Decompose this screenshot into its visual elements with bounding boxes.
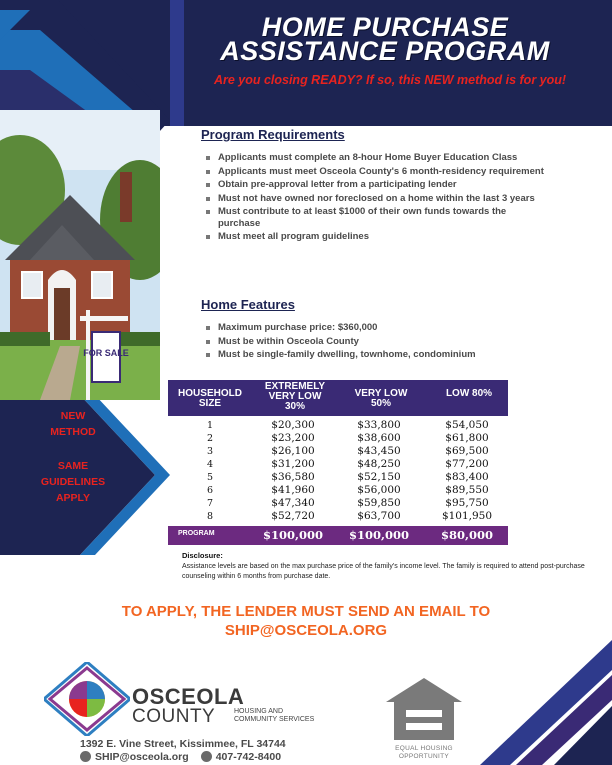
tagline: Are you closing READY? If so, this NEW method is for you! [213, 73, 567, 87]
eho-line2: OPPORTUNITY [398, 752, 450, 760]
callout-line1: NEW [60, 410, 86, 422]
page-title-line2: ASSISTANCE PROGRAM [220, 36, 550, 66]
cell-vlow: $43,450 [357, 445, 401, 457]
cell-vlow: $59,850 [357, 497, 401, 509]
col-extremely-low: EXTREMELY VERY LOW 30% [264, 381, 326, 412]
requirements-list [206, 152, 551, 245]
cell-size: 1 [206, 420, 214, 431]
apply-email[interactable]: SHIP@OSCEOLA.ORG [224, 622, 388, 639]
corner-stripes [470, 620, 612, 765]
features-list [206, 322, 551, 363]
contact-phone[interactable]: 407-742-8400 [215, 751, 282, 763]
cell-low: $54,050 [445, 419, 489, 431]
income-table [168, 419, 508, 523]
cell-size: 7 [206, 498, 214, 509]
col-very-low: VERY LOW 50% [354, 388, 408, 409]
apply-line1: TO APPLY, THE LENDER MUST SEND AN EMAIL TO [121, 603, 491, 620]
cell-low: $61,800 [445, 432, 489, 444]
cell-low: $69,500 [445, 445, 489, 457]
table-header [168, 380, 508, 416]
col-household: HOUSEHOLD SIZE [178, 388, 242, 409]
list-item: Applicants must meet Osceola County's 6 month-residency requirement [206, 166, 551, 178]
table-row [168, 471, 508, 484]
contact-line [80, 751, 281, 763]
cell-low: $83,400 [445, 471, 489, 483]
cell-ext: $23,200 [271, 432, 315, 444]
list-item: Must meet all program guidelines [206, 231, 551, 243]
cell-low: $101,950 [441, 510, 493, 522]
osceola-logo-icon [44, 662, 130, 736]
table-row [168, 432, 508, 445]
list-item: Must be single-family dwelling, townhome, condominium [206, 349, 551, 361]
list-item: Must contribute to at least $1000 of their own funds towards the purchase [206, 206, 551, 229]
cell-ext: $20,300 [271, 419, 315, 431]
cell-ext: $31,200 [271, 458, 315, 470]
cell-ext: $26,100 [271, 445, 315, 457]
table-row [168, 419, 508, 432]
cell-size: 4 [206, 459, 214, 470]
equal-housing-icon [384, 676, 464, 742]
disclosure-body: Assistance levels are based on the max purchase price of the family's income level. The family is required to attend post-purchase counseling within 6 months from purchase date. [182, 563, 585, 580]
list-item: Must not have owned nor foreclosed on a home within the last 3 years [206, 193, 551, 205]
cell-ext: $52,720 [271, 510, 315, 522]
phone-icon [201, 751, 212, 762]
cell-low: $95,750 [445, 497, 489, 509]
col-low: LOW 80% [445, 388, 493, 399]
cell-vlow: $63,700 [357, 510, 401, 522]
cell-vlow: $38,600 [357, 432, 401, 444]
callout-line4: GUIDELINES [40, 476, 106, 488]
contact-email[interactable]: SHIP@osceola.org [95, 751, 189, 763]
page-title-line1: HOME PURCHASE [261, 12, 509, 42]
requirements-heading: Program Requirements [201, 127, 345, 142]
program-low: $80,000 [440, 528, 493, 542]
logo-name: OSCEOLA [132, 684, 245, 709]
cell-vlow: $48,250 [357, 458, 401, 470]
table-row [168, 510, 508, 523]
logo-subtitle-2: COMMUNITY SERVICES [234, 716, 315, 723]
program-vlow: $100,000 [348, 528, 409, 542]
program-label: PROGRAM [178, 530, 215, 537]
house-photo [0, 110, 160, 400]
cell-low: $89,550 [445, 484, 489, 496]
table-row [168, 445, 508, 458]
address: 1392 E. Vine Street, Kissimmee, FL 34744 [80, 738, 286, 750]
list-item: Maximum purchase price: $360,000 [206, 322, 551, 334]
sign-text: FOR SALE [83, 348, 129, 358]
cell-vlow: $33,800 [357, 419, 401, 431]
table-row [168, 497, 508, 510]
cell-size: 8 [206, 511, 214, 522]
cell-ext: $41,960 [271, 484, 315, 496]
equal-housing-text [382, 745, 466, 760]
list-item: Obtain pre-approval letter from a participating lender [206, 179, 551, 191]
program-ext: $100,000 [262, 528, 323, 542]
cell-ext: $36,580 [271, 471, 315, 483]
cell-size: 2 [206, 433, 214, 444]
cell-size: 5 [206, 472, 214, 483]
email-icon [80, 751, 91, 762]
disclosure-title: Disclosure: [182, 551, 223, 560]
table-row [168, 484, 508, 497]
logo-county: COUNTY [132, 706, 216, 727]
callout-line5: APPLY [55, 492, 91, 504]
list-item: Must be within Osceola County [206, 336, 551, 348]
cell-low: $77,200 [445, 458, 489, 470]
features-heading: Home Features [201, 297, 295, 312]
cell-vlow: $52,150 [357, 471, 401, 483]
cell-vlow: $56,000 [357, 484, 401, 496]
table-row [168, 458, 508, 471]
program-row [168, 526, 508, 545]
eho-line1: EQUAL HOUSING [395, 745, 453, 752]
cell-ext: $47,340 [271, 497, 315, 509]
list-item: Applicants must complete an 8-hour Home Buyer Education Class [206, 152, 551, 164]
callout-line3: SAME [57, 460, 89, 472]
callout-line2: METHOD [50, 426, 96, 438]
cell-size: 6 [206, 485, 214, 496]
logo-subtitle-1: HOUSING AND [234, 708, 284, 715]
cell-size: 3 [206, 446, 214, 457]
